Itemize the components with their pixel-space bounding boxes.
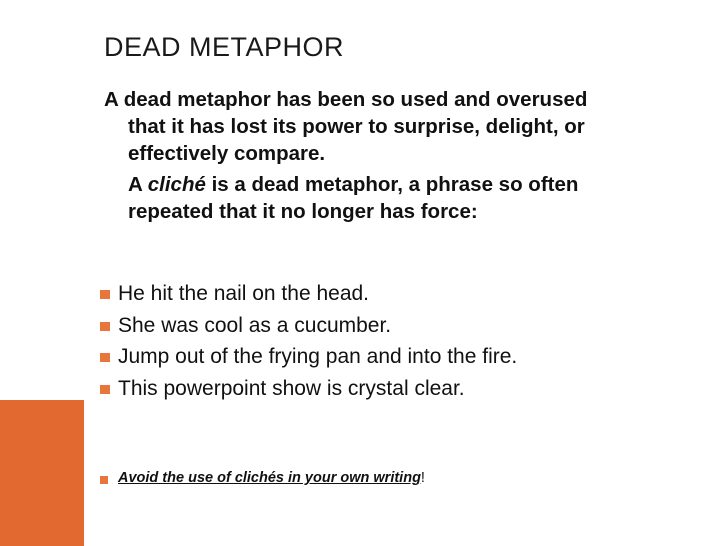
cliche-prefix: A <box>128 173 148 196</box>
closing-note <box>99 470 425 486</box>
bullet-square-icon <box>100 385 110 394</box>
list-item-text: This powerpoint show is crystal clear. <box>118 376 465 400</box>
intro-paragraph <box>104 86 704 225</box>
cliche-word: cliché <box>147 173 206 196</box>
list-item <box>99 373 719 405</box>
note-emphasis: Avoid the use of clichés in your own writing <box>118 470 421 486</box>
bullet-square-icon <box>100 353 110 362</box>
list-item <box>99 310 719 342</box>
intro-line-3: effectively compare. <box>128 142 326 165</box>
bullet-square-icon <box>100 476 108 484</box>
list-item-text: She was cool as a cucumber. <box>118 313 392 337</box>
slide-title: DEAD METAPHOR <box>104 32 345 62</box>
list-item <box>99 341 719 373</box>
left-white-margin <box>0 0 84 400</box>
note-suffix: ! <box>420 470 425 486</box>
list-item-text: He hit the nail on the head. <box>118 282 370 305</box>
intro-line-1: A dead metaphor has been so used and overused <box>104 88 588 111</box>
bullet-square-icon <box>100 290 110 299</box>
list-item-text: Jump out of the frying pan and into the fire. <box>118 345 518 368</box>
white-content-panel <box>84 0 728 546</box>
bullet-square-icon <box>100 322 110 331</box>
example-list <box>99 278 719 404</box>
cliche-rest: is a dead metaphor, a phrase so often <box>205 173 579 196</box>
list-item <box>99 278 719 310</box>
intro-line-2: that it has lost its power to surprise, delight, or <box>128 115 585 138</box>
cliche-line-1 <box>104 171 704 198</box>
cliche-line-2: repeated that it no longer has force: <box>128 200 478 223</box>
